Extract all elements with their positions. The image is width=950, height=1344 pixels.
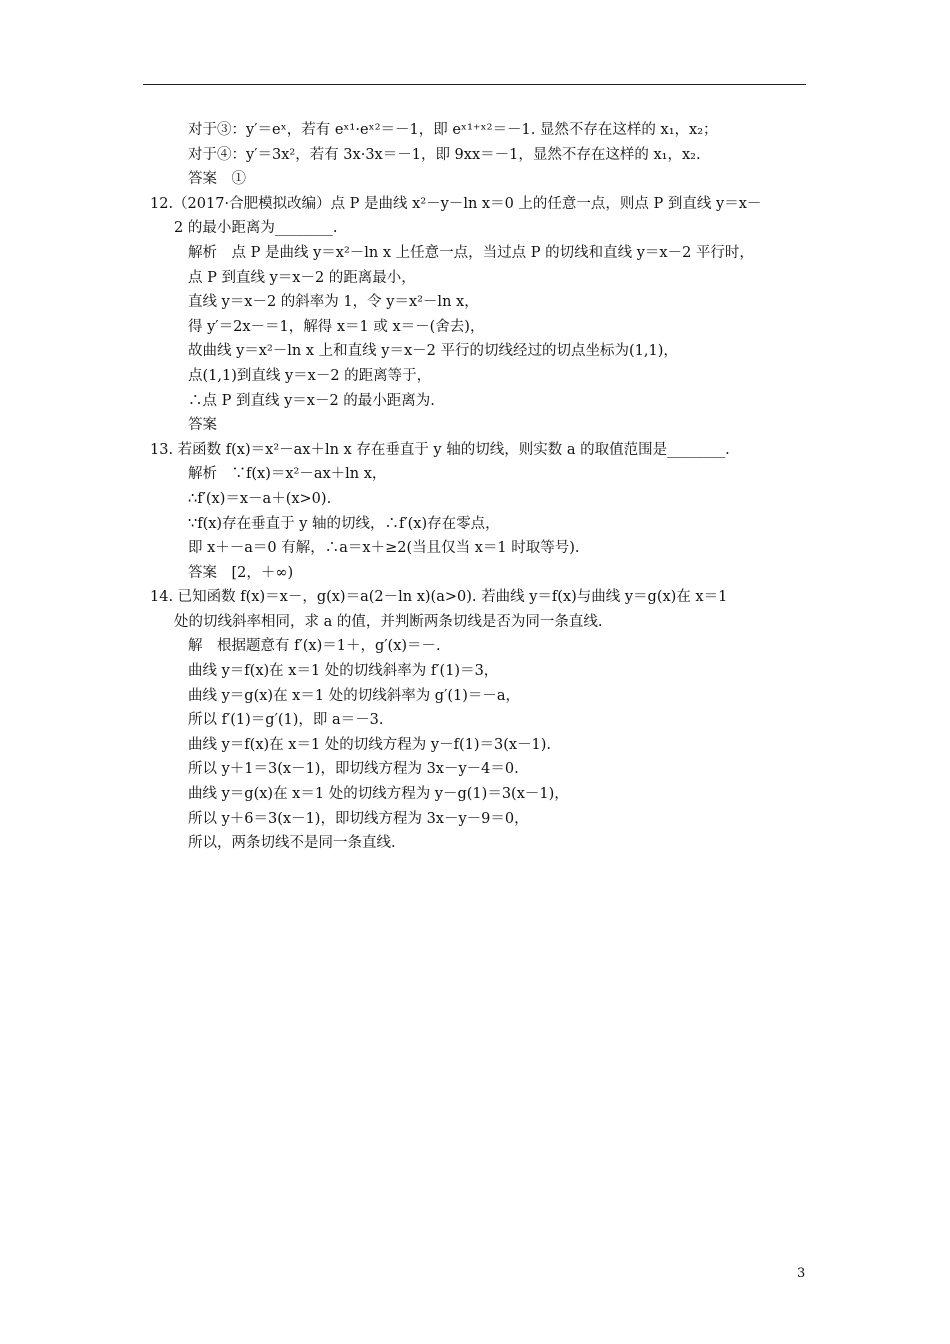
solution-line: 即 x＋－a＝0 有解，∴a＝x＋≥2(当且仅当 x＝1 时取等号). — [188, 540, 580, 557]
solution-line: 所以 f′(1)＝g′(1)，即 a＝－3. — [188, 712, 384, 729]
answer-line: 答案 ① — [188, 171, 246, 188]
solution-line: 曲线 y＝f(x)在 x＝1 处的切线方程为 y－f(1)＝3(x－1). — [188, 736, 552, 753]
question-14-line: 14. 已知函数 f(x)＝x－，g(x)＝a(2－ln x)(a>0). 若曲线 y＝f(x)与曲线 y＝g(x)在 x＝1 — [150, 589, 728, 606]
solution-line: 得 y′＝2x－＝1，解得 x＝1 或 x＝－(舍去)， — [188, 318, 485, 335]
solution-line: 点(1,1)到直线 y＝x－2 的距离等于， — [188, 367, 432, 384]
page-number: 3 — [797, 1266, 806, 1281]
solution-line: 曲线 y＝g(x)在 x＝1 处的切线斜率为 g′(1)＝－a， — [188, 687, 521, 704]
solution-line: 所以 y＋1＝3(x－1)，即切线方程为 3x－y－4＝0. — [188, 761, 519, 778]
solution-line: 解析 ∵f(x)＝x²－ax＋ln x， — [188, 466, 387, 483]
text-line: 对于③：y′＝eˣ，若有 eˣ¹·eˣ²＝－1，即 eˣ¹⁺ˣ²＝－1. 显然不存在这样的 x₁，x₂； — [188, 122, 718, 138]
solution-line: 解析 点 P 是曲线 y＝x²－ln x 上任意一点，当过点 P 的切线和直线 y＝x－2 平行时， — [188, 244, 754, 261]
question-12-line: 12.（2017·合肥模拟改编）点 P 是曲线 x²－y－ln x＝0 上的任意一点，则点 P 到直线 y＝x－ — [150, 195, 762, 212]
solution-line: 点 P 到直线 y＝x－2 的距离最小， — [188, 269, 416, 286]
answer-line: 答案 [2，＋∞) — [188, 564, 294, 581]
solution-line: 解 根据题意有 f′(x)＝1＋，g′(x)＝－. — [188, 638, 441, 655]
text-line: 对于④：y′＝3x²，若有 3x·3x＝－1，即 9xx＝－1，显然不存在这样的 x₁，x₂. — [188, 146, 701, 163]
solution-line: ∴点 P 到直线 y＝x－2 的最小距离为. — [188, 392, 435, 409]
solution-line: ∴f′(x)＝x－a＋(x>0). — [188, 490, 332, 507]
answer-line: 答案 — [188, 417, 217, 434]
solution-line: 所以，两条切线不是同一条直线. — [188, 835, 396, 852]
question-12-line: 2 的最小距离为________. — [174, 220, 338, 237]
header-rule — [143, 84, 806, 85]
solution-line: 曲线 y＝f(x)在 x＝1 处的切线斜率为 f′(1)＝3， — [188, 663, 499, 680]
solution-line: 曲线 y＝g(x)在 x＝1 处的切线方程为 y－g(1)＝3(x－1)， — [188, 786, 569, 803]
question-14-line: 处的切线斜率相同，求 a 的值，并判断两条切线是否为同一条直线. — [174, 613, 603, 630]
document-body — [150, 118, 810, 856]
solution-line: 故曲线 y＝x²－ln x 上和直线 y＝x－2 平行的切线经过的切点坐标为(1,1)， — [188, 343, 678, 360]
solution-line: 直线 y＝x－2 的斜率为 1，令 y＝x²－ln x， — [188, 294, 479, 311]
solution-line: ∵f(x)存在垂直于 y 轴的切线，∴f′(x)存在零点， — [188, 515, 500, 532]
question-13-line: 13. 若函数 f(x)＝x²－ax＋ln x 存在垂直于 y 轴的切线，则实数 a 的取值范围是________. — [150, 441, 730, 458]
solution-line: 所以 y＋6＝3(x－1)，即切线方程为 3x－y－9＝0， — [188, 810, 529, 827]
